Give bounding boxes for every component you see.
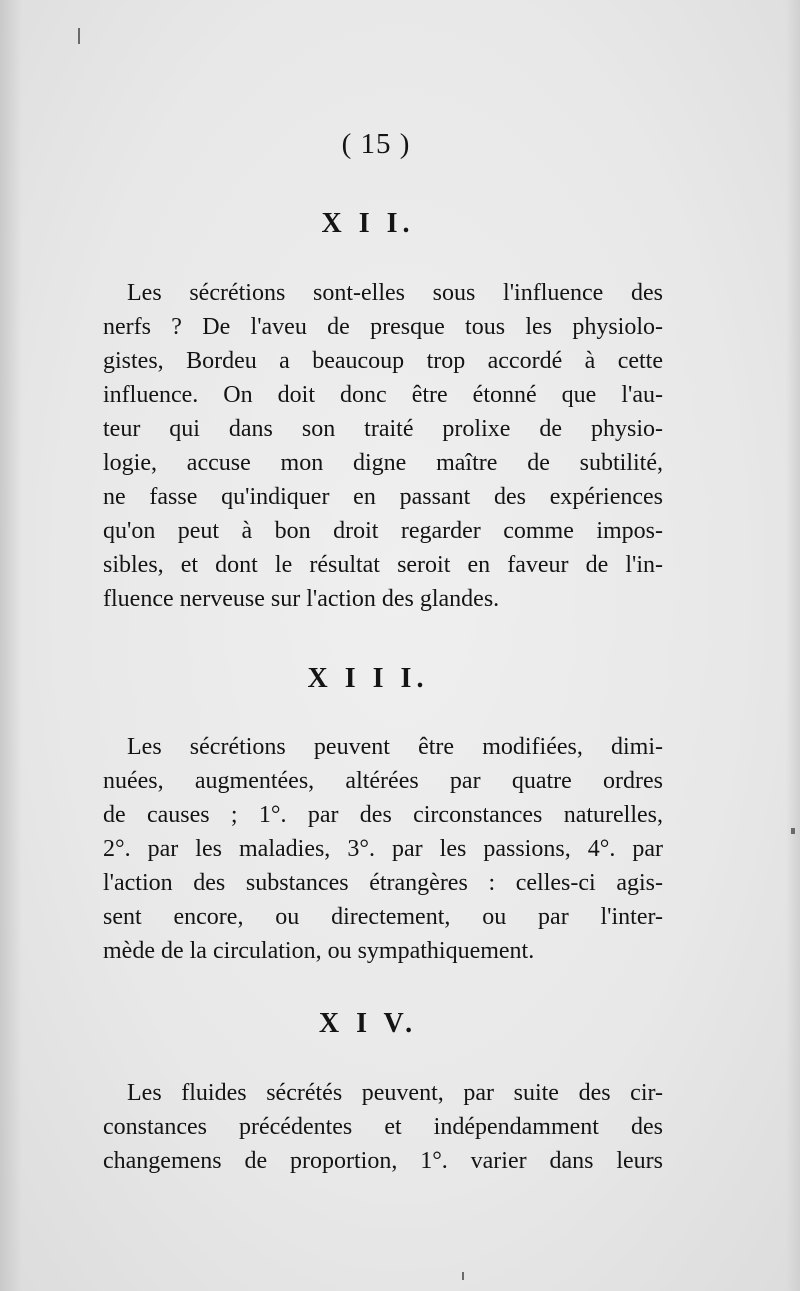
- text-line: ne fasse qu'indiquer en passant des expériences: [103, 484, 663, 510]
- paper-speck: [462, 1272, 464, 1280]
- paragraph-xiii: [103, 730, 663, 968]
- section-heading-xiii: X I I I.: [307, 663, 429, 694]
- text-line: de causes ; 1°. par des circonstances naturelles,: [103, 802, 663, 828]
- text-line: l'action des substances étrangères : celles-ci agis-: [103, 870, 663, 896]
- text-line: nuées, augmentées, altérées par quatre ordres: [103, 768, 663, 794]
- page-shadow-left: [0, 0, 22, 1291]
- text-line: influence. On doit donc être étonné que l'au-: [103, 382, 663, 408]
- section-heading-xii: X I I.: [321, 208, 415, 239]
- text-line: teur qui dans son traité prolixe de physio-: [103, 416, 663, 442]
- page-shadow-right: [786, 0, 800, 1291]
- text-line: Les fluides sécrétés peuvent, par suite des cir-: [127, 1080, 663, 1106]
- paragraph-xiv: [103, 1076, 663, 1178]
- text-line: sibles, et dont le résultat seroit en faveur de l'in-: [103, 552, 663, 578]
- text-line: Les sécrétions peuvent être modifiées, dimi-: [127, 734, 663, 760]
- text-line: gistes, Bordeu a beaucoup trop accordé à cette: [103, 348, 663, 374]
- text-line: logie, accuse mon digne maître de subtilité,: [103, 450, 663, 476]
- text-line: fluence nerveuse sur l'action des glandes.: [103, 586, 500, 612]
- text-line: qu'on peut à bon droit regarder comme impos-: [103, 518, 663, 544]
- text-line: constances précédentes et indépendamment des: [103, 1114, 663, 1140]
- paragraph-xii: [103, 276, 663, 616]
- text-line: sent encore, ou directement, ou par l'inter-: [103, 904, 663, 930]
- page-number: ( 15 ): [341, 128, 411, 160]
- paper-speck: [78, 28, 80, 44]
- text-line: Les sécrétions sont-elles sous l'influence des: [127, 280, 663, 306]
- section-heading-xiv: X I V.: [318, 1008, 418, 1039]
- text-line: nerfs ? De l'aveu de presque tous les physiolo-: [103, 314, 663, 340]
- paper-speck: [791, 828, 795, 834]
- text-line: changemens de proportion, 1°. varier dans leurs: [103, 1148, 663, 1174]
- text-line: 2°. par les maladies, 3°. par les passions, 4°. par: [103, 836, 663, 862]
- text-line: mède de la circulation, ou sympathiquement.: [103, 938, 535, 964]
